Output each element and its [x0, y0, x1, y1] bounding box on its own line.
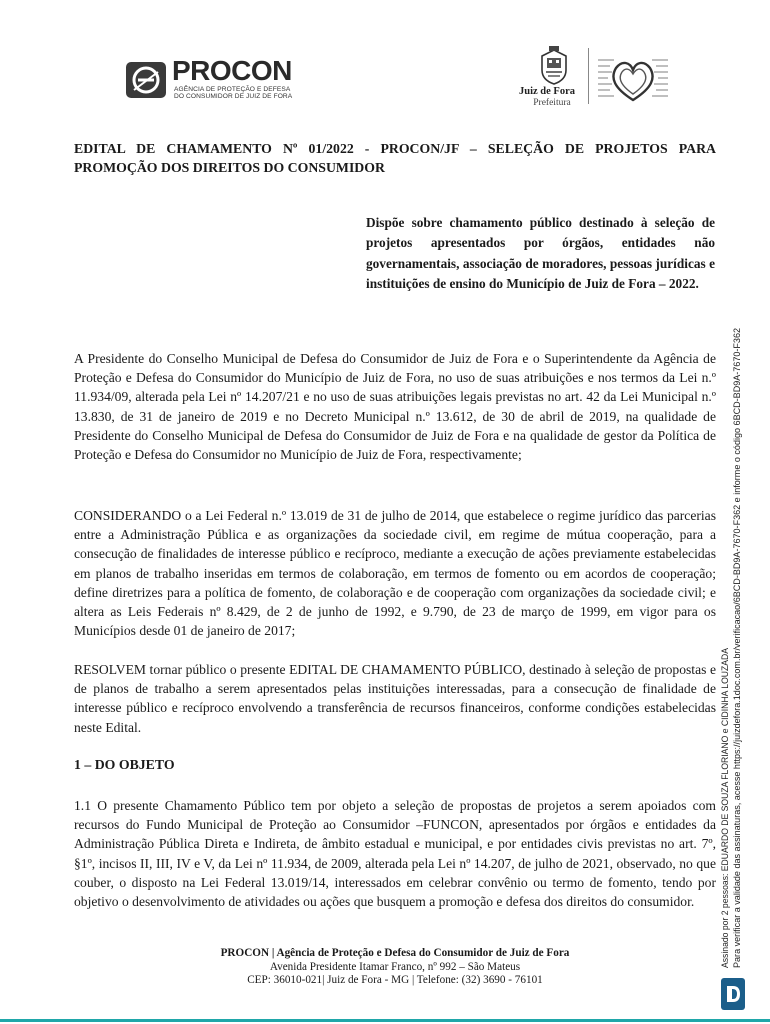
paragraph-considerando: CONSIDERANDO o a Lei Federal n.º 13.019 de 31 de julho de 2014, que estabelece o regime jurídico das parcerias entre a Administração Pública e as organizações da sociedade civil, em regime de mútua cooperação, para a consecução de finalidades de interesse público e recíproco, mediante a execução de ações previamente estabelecidas em planos de trabalho inseridas em termos de colaboração, em termos de fomento ou em acordos de cooperação; define diretrizes para a política de fomento, de colaboração e de cooperação com organizações da sociedade civil; e altera as Leis Federais nº 8.429, de 2 de junho de 1992, e 9.790, de 23 de março de 1999, em vigor para os Municípios desde 01 de janeiro de 2017;	[74, 508, 716, 639]
document-ementa: Dispõe sobre chamamento público destinado à seleção de projetos apresentados por órgãos, entidades não governamentais, associação de moradores, pessoas jurídicas e instituições de ensino do Município de Juiz de Fora – 2022.	[366, 215, 715, 292]
signature-line-2[interactable]: Para verificar a validade das assinaturas, acesse https://juizdefora.1doc.com.br/verificacao/6BCD-BD9A-7670-F362 e informe o código 6BCD-BD9A-7670-F362	[732, 320, 743, 968]
juiz-de-fora-logo	[506, 46, 676, 110]
logo-divider	[588, 48, 589, 104]
paragraph-objeto: 1.1 O presente Chamamento Público tem por objeto a seleção de propostas de projetos a serem apoiados com recursos do Fundo Municipal de Proteção ao Consumidor –FUNCON, apresentados por órgãos e entidades da Administração Pública Direta e Indireta, de âmbito estadual e municipal, e por entidades civis previstas no art. 7º, §1º, incisos II, III, IV e V, da Lei nº 11.934, de 2009, alterada pela Lei nº 14.207, de julho de 2021, observado, no que couber, o disposto na Lei Federal 13.019/14, interessados em celebrar convênio ou termo de fomento, tendo por objetivo o desenvolvimento de atividades ou ações que busquem a promoção e defesa dos direitos do consumidor.	[74, 798, 716, 910]
city-crest-icon	[534, 46, 574, 86]
heart-emblem-icon	[594, 50, 672, 108]
footer-accent-line	[0, 1019, 770, 1022]
paragraph-preamble: A Presidente do Conselho Municipal de Defesa do Consumidor de Juiz de Fora e o Superintendente da Agência de Proteção e Defesa do Consumidor do Município de Juiz de Fora, no uso de suas atribuições e nos termos da Lei n.º 11.934/09, alterada pela Lei nº 14.207/21 e no uso de suas atribuições legais previstas no art. 42 da Lei Municipal n.º 13.830, de 31 de janeiro de 2019 e no Decreto Municipal n.º 13.612, de 30 de abril de 2019, na qualidade de Presidente do Conselho Municipal de Defesa do Consumidor de Juiz de Fora e na qualidade de gestor da Política de Proteção e Defesa do Consumidor no Município de Juiz de Fora, respectivamente;	[74, 351, 716, 463]
procon-subtitle-1: AGÊNCIA DE PROTEÇÃO E DEFESA	[174, 86, 291, 93]
footer-address: Avenida Presidente Itamar Franco, nº 992 – São Mateus	[269, 960, 521, 973]
city-prefeitura: Prefeitura	[533, 98, 571, 108]
signature-line-1: Assinado por 2 pessoas: EDUARDO DE SOUZA FLORIANO e CIDINHA LOUZADA	[720, 611, 731, 968]
footer-contact: CEP: 36010-021| Juiz de Fora - MG | Telefone: (32) 3690 - 76101	[247, 974, 543, 986]
signature-verification	[719, 320, 745, 968]
procon-emblem-icon	[124, 60, 168, 100]
procon-brand: PROCON	[172, 55, 292, 86]
city-name: Juiz de Fora	[519, 86, 575, 97]
paragraph-resolvem: RESOLVEM tornar público o presente EDITAL DE CHAMAMENTO PÚBLICO, destinado à seleção de propostas e de planos de trabalho a serem apresentados pelas instituições interessadas, para a consecução de finalidade de interesse público e recíproco envolvendo a transferência de recursos financeiros, conforme condições estabelecidas neste Edital.	[74, 662, 716, 735]
document-title: EDITAL DE CHAMAMENTO Nº 01/2022 - PROCON/JF – SELEÇÃO DE PROJETOS PARA PROMOÇÃO DOS DIREITOS DO CONSUMIDOR	[74, 141, 716, 175]
page-footer	[150, 947, 640, 988]
1doc-logo-icon	[721, 978, 745, 1010]
procon-logo	[124, 55, 304, 104]
procon-subtitle-2: DO CONSUMIDOR DE JUIZ DE FORA	[174, 93, 293, 100]
footer-agency: PROCON | Agência de Proteção e Defesa do Consumidor de Juiz de Fora	[220, 947, 570, 959]
section-heading-objeto: 1 – DO OBJETO	[74, 757, 175, 772]
